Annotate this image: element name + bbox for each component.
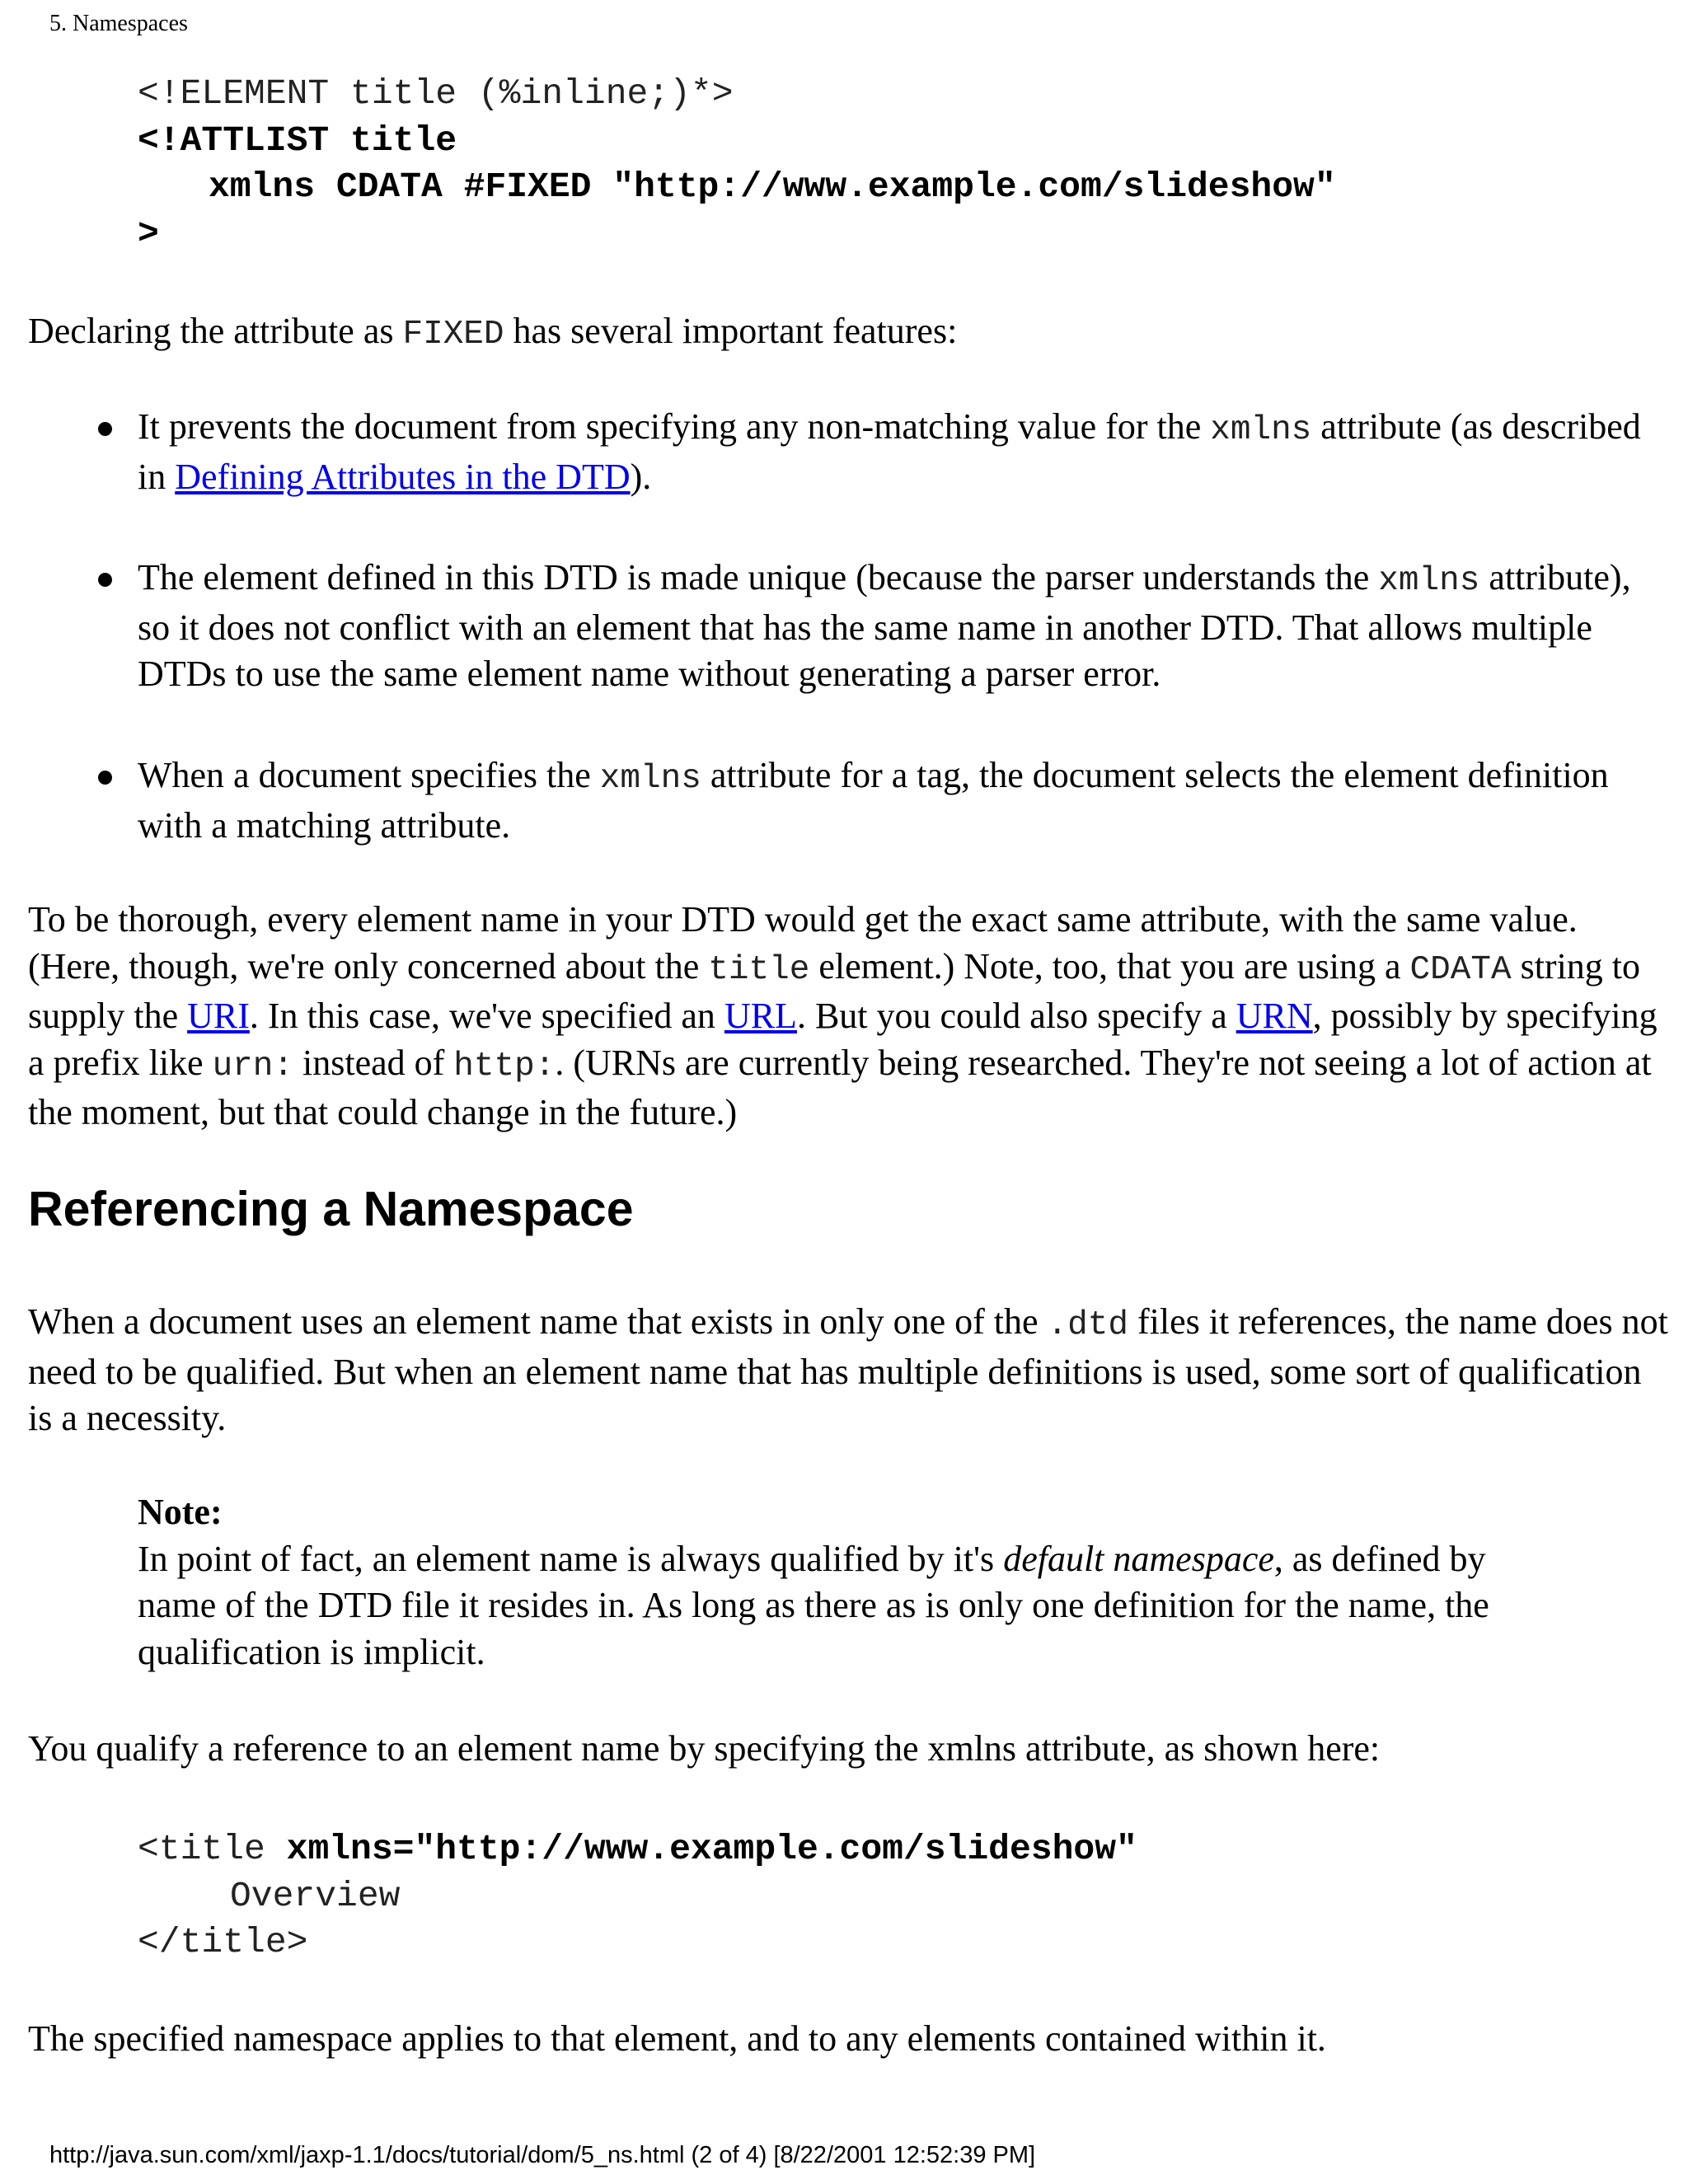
inline-code: FIXED — [402, 316, 504, 354]
defining-attributes-link[interactable]: Defining Attributes in the DTD — [175, 456, 631, 497]
list-item: When a document specifies the xmlns attribute for a tag, the document selects the element definition with a matching attribute. — [138, 752, 1654, 849]
urn-link[interactable]: URN — [1236, 996, 1313, 1036]
inline-code: xmlns — [1378, 562, 1480, 600]
footer-url: http://java.sun.com/xml/jaxp-1.1/docs/tutorial/dom/5_ns.html (2 of 4) [8/22/2001 12:52:39 PM] — [49, 2142, 1036, 2168]
inline-code: title — [708, 950, 810, 989]
inline-code: .dtd — [1047, 1306, 1128, 1344]
inline-code: xmlns — [599, 760, 701, 798]
code-line: <!ELEMENT title (%inline;)*> — [138, 73, 734, 114]
code-attribute: xmlns="http://www.example.com/slideshow" — [286, 1829, 1137, 1869]
inline-code: xmlns — [1210, 411, 1312, 449]
code-line: Overview — [230, 1875, 401, 1916]
bullet-icon — [98, 422, 112, 436]
code-block-title — [138, 1826, 1137, 1966]
referencing-paragraph: When a document uses an element name that exists in only one of the .dtd files it references, the name does not need to be qualified. But when an element name that has multiple definitions is used, some sort of qualification is a necessity. — [28, 1301, 1668, 1438]
code-line: <title — [138, 1829, 287, 1869]
section-heading: Referencing a Namespace — [28, 1182, 634, 1236]
code-line: xmlns CDATA #FIXED "http://www.example.com/slideshow" — [209, 166, 1336, 207]
inline-code: urn: — [212, 1047, 293, 1085]
qualify-paragraph: You qualify a reference to an element name by specifying the xmlns attribute, as shown here: — [28, 1728, 1381, 1769]
list-item: The element defined in this DTD is made unique (because the parser understands the xmlns attribute), so it does not conflict with an element that has the same name in another DTD. That allows multiple DTDs to use the same element name without generating a parser error. — [138, 555, 1654, 698]
note-block: Note: In point of fact, an element name is always qualified by it's default namespace, as defined by name of the DTD file it resides in. As long as there as is only one definition for the name, the qualification is implicit. — [138, 1492, 1489, 1672]
url-link[interactable]: URL — [724, 996, 797, 1036]
note-label: Note: — [138, 1492, 223, 1532]
thorough-paragraph: To be thorough, every element name in your DTD would get the exact same attribute, with the same value. (Here, though, we're only concerned about the title element.) Note, too, that you are using a CDATA string to supply the URI. In this case, we've specified an URL. But you could also specify a URN, possibly by specifying a prefix like urn: instead of http:. (URNs are currently being researched. They're not seeing a lot of action at the moment, but that could change in the future.) — [28, 899, 1658, 1132]
inline-code: http: — [453, 1047, 556, 1085]
code-block-dtd — [138, 71, 1336, 257]
intro-paragraph: Declaring the attribute as FIXED has several important features: — [28, 311, 958, 354]
bullet-icon — [98, 573, 112, 587]
code-line: > — [138, 213, 159, 254]
closing-paragraph: The specified namespace applies to that element, and to any elements contained within it. — [28, 2018, 1326, 2059]
code-line: <!ATTLIST title — [138, 120, 457, 161]
emphasis: default namespace — [1003, 1538, 1274, 1579]
code-line: </title> — [138, 1922, 308, 1962]
inline-code: CDATA — [1409, 950, 1512, 989]
uri-link[interactable]: URI — [187, 996, 250, 1036]
bullet-icon — [98, 771, 112, 785]
list-item: It prevents the document from specifying any non-matching value for the xmlns attribute (as described in Defining Attributes in the DTD). — [138, 404, 1654, 500]
running-header: 5. Namespaces — [49, 11, 188, 36]
